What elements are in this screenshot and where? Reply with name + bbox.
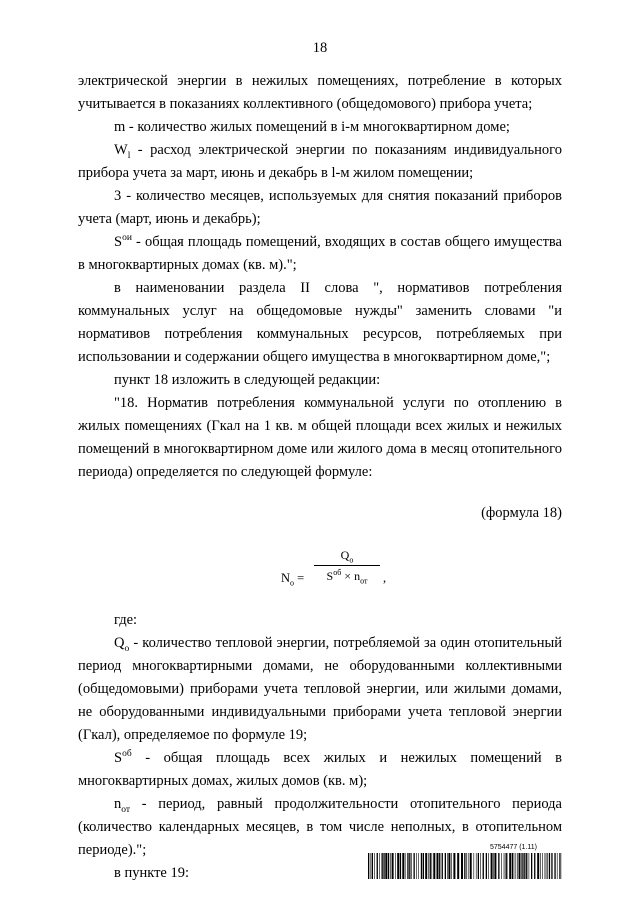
barcode-bar	[407, 853, 408, 879]
barcode-bar	[559, 853, 560, 879]
barcode-bar	[551, 853, 552, 879]
symbol-w-sub: l	[127, 150, 131, 161]
barcode-bar	[537, 853, 539, 879]
barcode-bar	[388, 853, 389, 879]
barcode-bar	[405, 853, 406, 879]
barcode-bar	[494, 853, 496, 879]
paragraph-section-ii: в наименовании раздела II слова ", нормативов потребления коммунальных услуг на общедомовые нужды" заменить словами "и нормативов потребления коммунальных ресурсов, потребляемых при использовании и содержании общего имущества в многоквартирном доме,";	[78, 280, 562, 365]
barcode-bar	[402, 853, 404, 879]
barcode-bar	[461, 853, 463, 879]
paragraph-m: m - количество жилых помещений в i-м многоквартирном доме;	[114, 119, 510, 135]
barcode-bar	[448, 853, 450, 879]
barcode-bar	[464, 853, 465, 879]
barcode-bar	[382, 853, 383, 879]
formula-numerator: $Q_o$	[340, 548, 354, 565]
barcode-bar	[451, 853, 452, 879]
barcode-bar	[457, 853, 459, 879]
barcode-bar	[531, 853, 532, 879]
barcode-bar	[432, 853, 433, 879]
barcode-bar	[368, 853, 369, 879]
barcode-bar	[414, 853, 415, 879]
barcode-bar	[428, 853, 429, 879]
barcode-bar	[453, 853, 455, 879]
paragraph-1: электрической энергии в нежилых помещениях, потребление в которых учитывается в показаниях коллективного (общедомового) прибора учета;	[78, 73, 562, 112]
barcode-bar	[445, 853, 446, 879]
paragraph-item-18: "18. Норматив потребления коммунальной услуги по отоплению в жилых помещениях (Гкал на 1 кв. м общей площади всех жилых и нежилых помещений в многоквартирном доме или жилого дома в месяц отопительного периода) определяется по следующей формуле:	[78, 395, 562, 480]
barcode-bar	[554, 853, 555, 879]
closing-line: в пункте 19:	[114, 865, 190, 881]
barcode-bar	[542, 853, 543, 879]
formula-comma: ,	[383, 571, 387, 585]
paragraph-s-oi	[78, 231, 562, 277]
barcode-bar	[430, 853, 431, 879]
barcode-bar	[383, 853, 384, 879]
barcode-bar	[377, 853, 378, 879]
barcode-bar	[400, 853, 401, 879]
fraction-bar	[314, 565, 380, 566]
barcode-bar	[478, 853, 479, 879]
barcode-bar	[425, 853, 427, 879]
barcode-bar	[421, 853, 422, 879]
barcode-bar	[529, 853, 530, 879]
document-body	[78, 70, 562, 885]
symbol-s: S	[114, 234, 123, 250]
barcode-bar	[474, 853, 475, 879]
barcode-bar	[526, 853, 527, 879]
barcode-bar	[524, 853, 525, 879]
paragraph-item-18-intro: пункт 18 изложить в следующей редакции:	[114, 372, 381, 388]
barcode-bar	[470, 853, 472, 879]
barcode-bar	[545, 853, 546, 879]
barcode-bar	[476, 853, 477, 879]
paragraph-s-oi-text: - общая площадь помещений, входящих в состав общего имущества в многоквартирных домах (кв. м).";	[78, 234, 562, 273]
barcode-bar	[534, 853, 535, 879]
barcode-bar	[437, 853, 439, 879]
barcode-bar	[442, 853, 443, 879]
barcode-bar	[439, 853, 440, 879]
barcode-bar	[522, 853, 523, 879]
barcode-bar	[392, 853, 394, 879]
barcode-bar	[506, 853, 507, 879]
barcode-bar	[546, 853, 547, 879]
barcode-bar	[557, 853, 558, 879]
barcode-bar	[480, 853, 481, 879]
barcode-bar	[372, 853, 373, 879]
barcode-bar	[486, 853, 487, 879]
barcode-bar	[498, 853, 499, 879]
barcode-bar	[540, 853, 541, 879]
barcode-bar	[509, 853, 511, 879]
barcode-bar	[371, 853, 372, 879]
barcode-bar	[517, 853, 518, 879]
symbol-s-sup: ои	[122, 233, 132, 244]
barcode-bar	[493, 853, 494, 879]
where-label: где:	[114, 612, 138, 628]
definition-not: $n_{от}$ - период, равный продолжительности отопительного периода (количество календарных месяцев, в том числе неполных, в отопительном периоде).";	[78, 796, 562, 858]
barcode-bar	[397, 853, 399, 879]
barcode-bar	[549, 853, 550, 879]
formula-lhs: $N_o$ =	[281, 571, 305, 588]
barcode-bar	[521, 853, 522, 879]
barcode-bar	[466, 853, 467, 879]
barcode-bar	[483, 853, 484, 879]
definition-sob: $S^{об}$ - общая площадь всех жилых и нежилых помещений в многоквартирных домах, жилых домов (кв. м);	[78, 749, 562, 789]
barcode-bar	[379, 853, 380, 879]
barcode-bar	[512, 853, 513, 879]
paragraph-3: 3 - количество месяцев, используемых для снятия показаний приборов учета (март, июнь и декабрь);	[78, 188, 562, 227]
barcode-bar	[514, 853, 515, 879]
barcode-caption: 5754477 (1.11)	[490, 844, 537, 851]
barcode-bar	[447, 853, 448, 879]
formula-fraction	[314, 547, 380, 584]
formula-label: (формула 18)	[481, 505, 562, 521]
barcode-bar	[433, 853, 435, 879]
page-number: 18	[312, 40, 328, 56]
barcode-bar	[390, 853, 391, 879]
barcode-bar	[409, 853, 410, 879]
formula-denominator: $S^{об} \times n_{от}$	[326, 568, 368, 586]
formula-18	[78, 537, 562, 609]
barcode-bar	[385, 853, 387, 879]
barcode-bar	[516, 853, 517, 879]
barcode-bar	[488, 853, 489, 879]
symbol-w: W	[114, 142, 128, 158]
barcode-bar	[491, 853, 493, 879]
paragraph-w	[78, 139, 562, 185]
barcode-bar	[547, 853, 548, 879]
barcode-bar	[395, 853, 396, 879]
barcode-bar	[418, 853, 419, 879]
barcode-bar	[416, 853, 417, 879]
barcode-bar	[519, 853, 521, 879]
barcode-bar	[411, 853, 412, 879]
paragraph-w-text: - расход электрической энергии по показаниям индивидуального прибора учета за март, июнь и декабрь в l-м жилом помещении;	[78, 142, 562, 181]
barcode-bar	[374, 853, 375, 879]
definition-qo: $Q_o$ - количество тепловой энергии, потребляемой за один отопительный период многоквартирными домами, не оборудованными коллективными (общедомовыми) приборами учета тепловой энергии, или жилыми домами, не оборудованными индивидуальными приборами учета тепловой энергии (Гкал), определяемое по формуле 19;	[78, 635, 562, 743]
barcode-bar	[423, 853, 424, 879]
barcode-bar	[501, 853, 502, 879]
barcode-bar	[505, 853, 506, 879]
barcode-bar	[468, 853, 469, 879]
barcode	[368, 853, 562, 879]
barcode-bar	[504, 853, 505, 879]
